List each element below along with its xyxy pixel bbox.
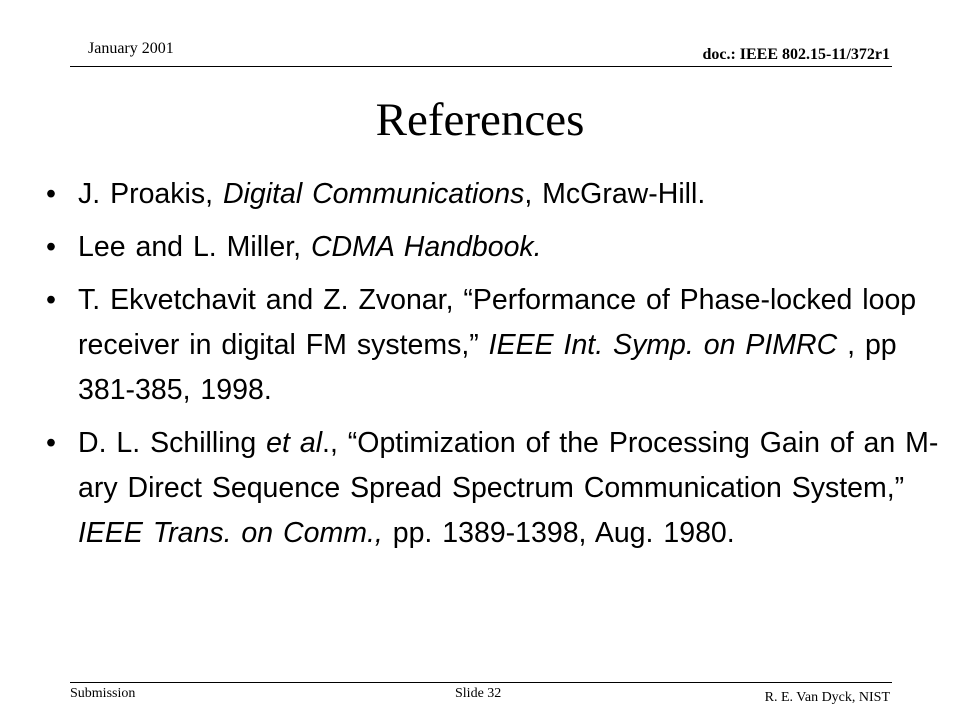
reference-item-1 [36, 172, 946, 217]
reference-text: ., “Optimization of the Processing Gain of an M-ary Direct Sequence Spread Spectrum Communication System,” [78, 427, 939, 504]
reference-et-al: et al [266, 427, 323, 459]
footer-submission: Submission [70, 686, 136, 701]
reference-list [36, 172, 946, 564]
header-doc-id: doc.: IEEE 802.15-11/372r1 [702, 46, 890, 63]
bullet-icon: • [46, 427, 56, 459]
reference-title: CDMA Handbook. [310, 231, 542, 263]
reference-text: D. L. Schilling [78, 427, 267, 459]
bullet-icon: • [46, 284, 56, 316]
header-rule [70, 66, 892, 67]
reference-text: J. Proakis, [78, 178, 223, 210]
footer-slide-number: Slide 32 [455, 686, 502, 701]
footer-rule [70, 682, 892, 683]
reference-venue: IEEE Int. Symp. on PIMRC [488, 329, 838, 361]
slide-title: References [375, 94, 585, 146]
reference-text: Lee and L. Miller, [78, 231, 311, 263]
bullet-icon: • [46, 231, 56, 263]
reference-item-3 [36, 278, 946, 413]
reference-text: , McGraw-Hill. [524, 178, 706, 210]
reference-item-2 [36, 225, 946, 270]
bullet-icon: • [46, 178, 56, 210]
reference-item-4 [36, 421, 946, 556]
reference-venue: IEEE Trans. on Comm., [78, 517, 383, 549]
reference-text: T. Ekvetchavit and Z. Zvonar, “Performance of Phase-locked loop receiver in digital FM systems,” [78, 284, 917, 361]
reference-text: , pp 381-385, 1998. [78, 329, 897, 406]
reference-text: pp. 1389-1398, Aug. 1980. [382, 517, 735, 549]
header-date: January 2001 [88, 40, 174, 57]
footer-author: R. E. Van Dyck, NIST [764, 690, 890, 705]
reference-title: Digital Communications [222, 178, 525, 210]
